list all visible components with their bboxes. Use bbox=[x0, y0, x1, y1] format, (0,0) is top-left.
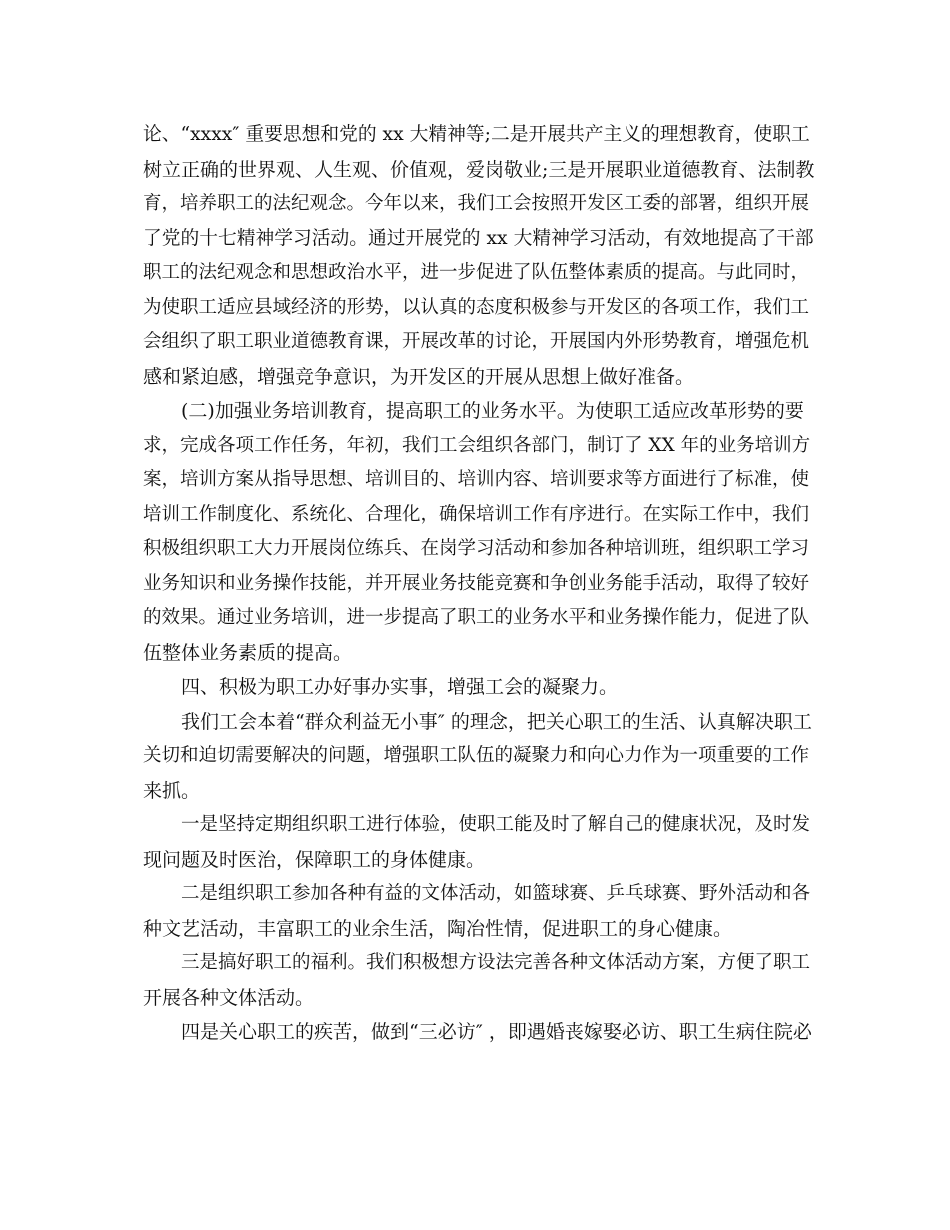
text-line: 种文艺活动，丰富职工的业余生活，陶冶性情，促进职工的身心健康。 bbox=[143, 917, 733, 940]
text-line: 来抓。 bbox=[143, 779, 201, 802]
text-line: 求，完成各项工作任务，年初，我们工会组织各部门，制订了 XX 年的业务培训方 bbox=[143, 434, 811, 456]
text-line: 职工的法纪观念和思想政治水平，进一步促进了队伍整体素质的提高。与此同时， bbox=[143, 262, 810, 283]
paragraph-start-line: 我们工会本着“群众利益无小事″ 的理念，把关心职工的生活、认真解决职工 bbox=[181, 710, 812, 733]
text-line: 会组织了职工职业道德教育课，开展改革的讨论，开展国内外形势教育，增强危机 bbox=[143, 331, 810, 352]
text-line: 业务知识和业务操作技能，并开展业务技能竞赛和争创业务能手活动，取得了较好 bbox=[143, 572, 810, 594]
paragraph-start-line: (二)加强业务培训教育，提高职工的业务水平。为使职工适应改革形势的要 bbox=[181, 400, 804, 422]
text-line: 积极组织职工大力开展岗位练兵、在岗学习活动和参加各种培训班，组织职工学习 bbox=[143, 538, 810, 559]
paragraph-start-line: 三是搞好职工的福利。我们积极想方设法完善各种文体活动方案，方便了职工 bbox=[181, 952, 811, 973]
paragraph-start-line: 四是关心职工的疾苦，做到“三必访″ ，即遇婚丧嫁娶必访、职工生病住院必 bbox=[181, 1021, 812, 1043]
section-heading-line: 四、积极为职工办好事办实事，增强工会的凝聚力。 bbox=[181, 676, 619, 698]
document-body bbox=[143, 118, 815, 1050]
text-line: 为使职工适应县域经济的形势，以认真的态度积极参与开发区的各项工作，我们工 bbox=[143, 296, 810, 318]
text-line: 育，培养职工的法纪观念。今年以来，我们工会按照开发区工委的部署，组织开展 bbox=[143, 193, 810, 214]
text-line: 论、“xxxx″ 重要思想和党的 xx 大精神等;二是开展共产主义的理想教育，使职工 bbox=[143, 124, 810, 145]
text-line: 伍整体业务素质的提高。 bbox=[143, 641, 353, 664]
paragraph-start-line: 二是组织职工参加各种有益的文体活动，如篮球赛、乒乓球赛、野外活动和各 bbox=[181, 883, 811, 904]
text-line: 案，培训方案从指导思想、培训目的、培训内容、培训要求等方面进行了标准，使 bbox=[143, 469, 810, 490]
text-line: 树立正确的世界观、人生观、价值观，爱岗敬业;三是开展职业道德教育、法制教 bbox=[143, 158, 815, 181]
text-line: 现问题及时医治，保障职工的身体健康。 bbox=[143, 848, 486, 871]
text-line: 了党的十七精神学习活动。通过开展党的 xx 大精神学习活动，有效地提高了干部 bbox=[143, 227, 814, 249]
text-line: 感和紧迫感，增强竞争意识，为开发区的开展从思想上做好准备。 bbox=[143, 365, 695, 388]
text-line: 培训工作制度化、系统化、合理化，确保培训工作有序进行。在实际工作中，我们 bbox=[143, 503, 810, 525]
text-line: 的效果。通过业务培训，进一步提高了职工的业务水平和业务操作能力，促进了队 bbox=[143, 607, 810, 628]
paragraph-start-line: 一是坚持定期组织职工进行体验，使职工能及时了解自己的健康状况，及时发 bbox=[181, 814, 811, 835]
text-line: 开展各种文体活动。 bbox=[143, 986, 315, 1009]
text-line: 关切和迫切需要解决的问题，增强职工队伍的凝聚力和向心力作为一项重要的工作 bbox=[143, 745, 810, 766]
